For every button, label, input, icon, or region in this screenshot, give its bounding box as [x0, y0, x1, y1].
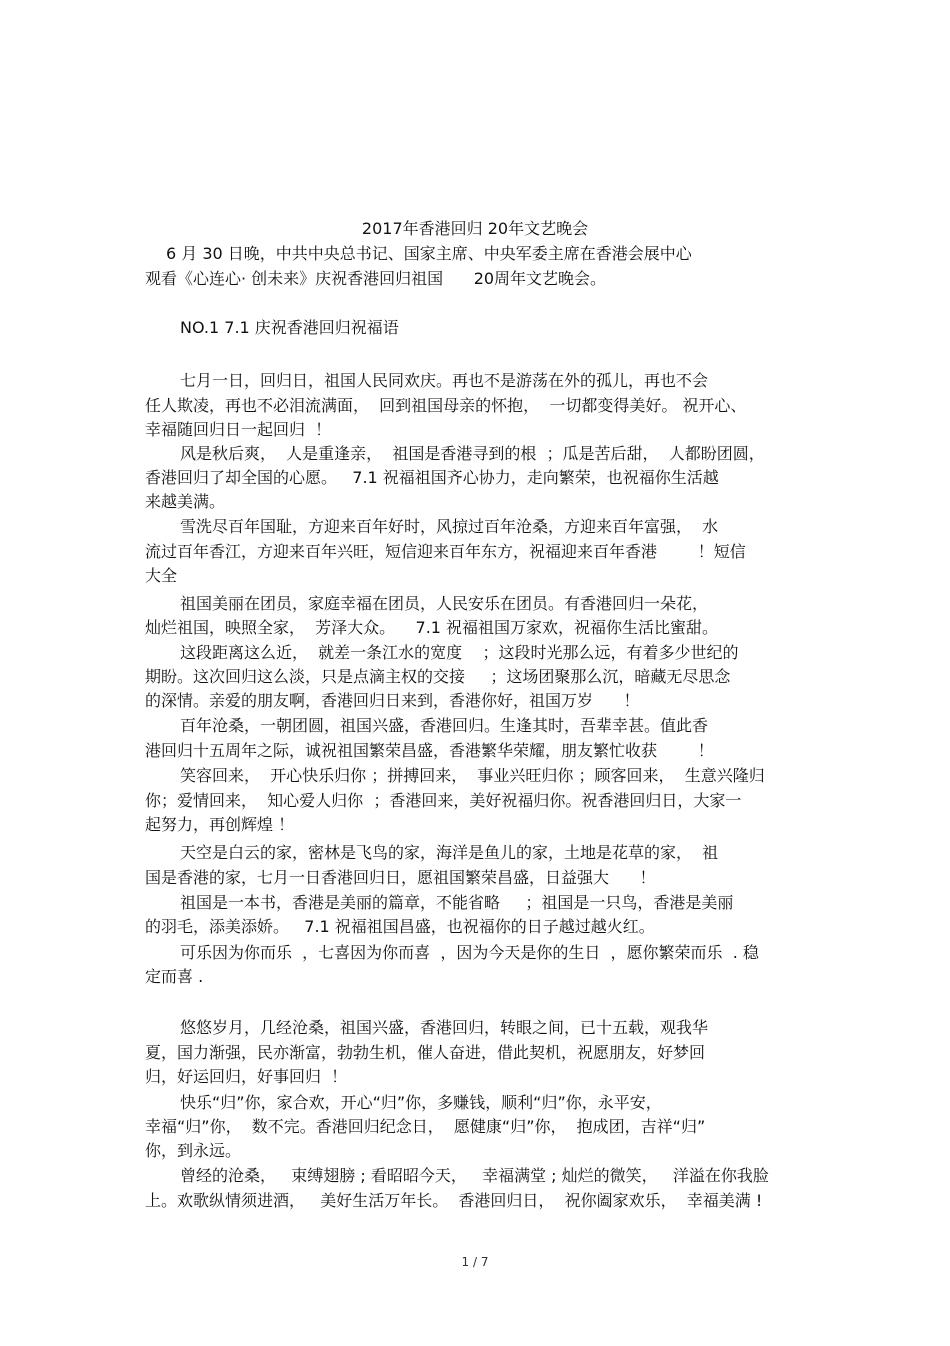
text-line: 定而喜 . [145, 967, 204, 986]
text-line: 天空是白云的家，密林是飞鸟的家，海洋是鱼儿的家，土地是花草的家， 祖 [180, 843, 719, 862]
text-line: 期盼。这次回归这么淡，只是点滴主权的交接 ；这场团聚那么沉，暗藏无尽思念 [145, 667, 731, 686]
text-line: 祖国美丽在团员，家庭幸福在团员，人民安乐在团员。有香港回归一朵花， [180, 594, 709, 613]
text-line: 大全 [145, 566, 178, 585]
text-line: 百年沧桑，一朝团圆，祖国兴盛，香港回归。生逢其时，吾辈幸甚。值此香 [180, 716, 709, 735]
text-line: 幸福随回归日一起回归 ！ [145, 420, 332, 439]
text-line: 任人欺凌，再也不必泪流满面， 回到祖国母亲的怀抱， 一切都变得美好。 祝开心、 [145, 396, 747, 415]
text-line: 香港回归了却全国的心愿。 7.1 祝福祖国齐心协力，走向繁荣，也祝福你生活越 [145, 468, 719, 487]
text-line: 这段距离这么近， 就差一条江水的宽度 ；这段时光那么远，有着多少世纪的 [180, 643, 739, 662]
page-number: 1 / 7 [461, 1255, 489, 1269]
document-title: 2017年香港回归 20年文艺晚会 [361, 219, 589, 238]
text-line: 上。欢歌纵情须进酒， 美好生活万年长。 香港回归日， 祝你阖家欢乐， 幸福美满 ! [145, 1191, 763, 1210]
text-line: 6 月 30 日晚，中共中央总书记、国家主席、中央军委主席在香港会展中心 [166, 244, 692, 263]
text-line: 归，好运回归，好事回归 ！ [145, 1067, 348, 1086]
text-line: 的羽毛，添美添娇。 7.1 祝福祖国昌盛，也祝福你的日子越过越火红。 [145, 917, 655, 936]
text-line: 夏，国力渐强，民亦渐富，勃勃生机，催人奋进，借此契机，祝愿朋友，好梦回 [145, 1043, 706, 1062]
text-line: 灿烂祖国，映照全家， 芳泽大众。 7.1 祝福祖国万家欢，祝福你生活比蜜甜。 [145, 618, 719, 637]
text-line: 流过百年香江，方迎来百年兴旺，短信迎来百年东方，祝福迎来百年香港 ！短信 [145, 542, 746, 561]
text-line: 你，到永远。 [145, 1141, 242, 1160]
text-line: 国是香港的家，七月一日香港回归日，愿祖国繁荣昌盛，日益强大 ！ [145, 868, 656, 887]
section-heading: NO.1 7.1 庆祝香港回归祝福语 [180, 318, 399, 337]
text-line: 风是秋后爽， 人是重逢亲， 祖国是香港寻到的根 ；瓜是苦后甜， 人都盼团圆， [180, 444, 765, 463]
text-line: 七月一日，回归日，祖国人民同欢庆。再也不是游荡在外的孤儿，再也不会 [180, 371, 709, 390]
text-line: 祖国是一本书，香港是美丽的篇章，不能省略 ；祖国是一只鸟，香港是美丽 [180, 893, 734, 912]
text-line: 雪洗尽百年国耻，方迎来百年好时，风掠过百年沧桑，方迎来百年富强， 水 [180, 517, 719, 536]
text-line: 观看《心连心· 创未来》庆祝香港回归祖国 20周年文艺晚会。 [145, 269, 607, 288]
text-line: 你；爱情回来， 知心爱人归你 ；香港回来，美好祝福归你。祝香港回归日，大家一 [145, 791, 742, 810]
text-line: 悠悠岁月，几经沧桑，祖国兴盛，香港回归，转眼之间，已十五载，观我华 [180, 1018, 709, 1037]
text-line: 起努力，再创辉煌 ！ [145, 815, 295, 834]
text-line: 快乐“归”你，家合欢，开心“归”你，多赚钱，顺利“归”你，永平安， [180, 1093, 662, 1112]
text-line: 笑容回来， 开心快乐归你 ；拼搏回来， 事业兴旺归你 ；顾客回来， 生意兴隆归 [180, 766, 765, 785]
text-line: 港回归十五周年之际，诚祝祖国繁荣昌盛，香港繁华荣耀，朋友繁忙收获 ！ [145, 741, 714, 760]
text-line: 幸福“归”你， 数不完。香港回归纪念日， 愿健康“归”你， 抱成团，吉祥“归” [145, 1117, 706, 1136]
text-line: 可乐因为你而乐 ，七喜因为你而喜 ，因为今天是你的生日 ，愿你繁荣而乐 . 稳 [180, 943, 759, 962]
text-line: 的深情。亲爱的朋友啊，香港回归日来到，香港你好，祖国万岁 ！ [145, 691, 640, 710]
text-line: 曾经的沧桑， 束缚翅膀 ; 看昭昭今天， 幸福满堂 ; 灿烂的微笑， 洋溢在你我脸 [180, 1166, 769, 1185]
text-line: 来越美满。 [145, 492, 226, 511]
